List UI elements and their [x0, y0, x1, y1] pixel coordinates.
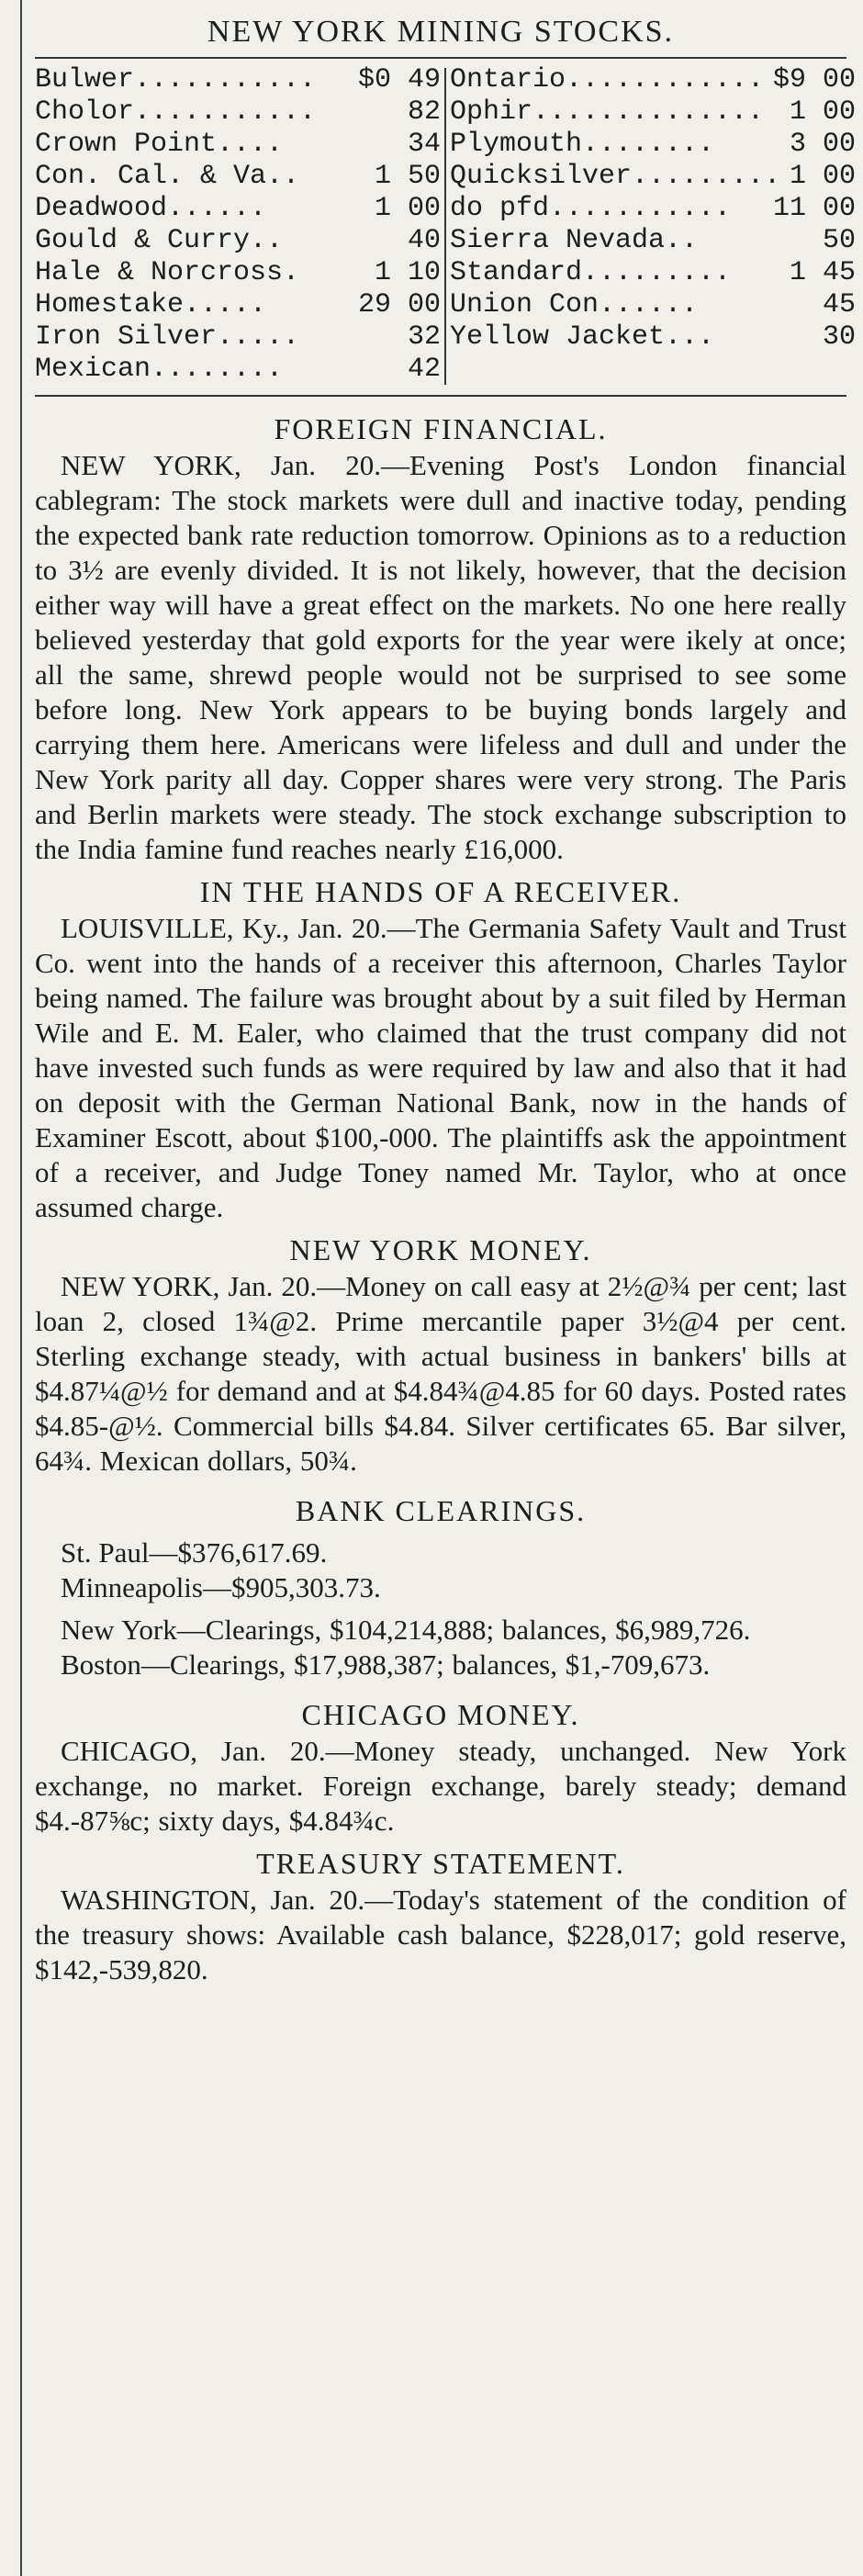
stock-row: [35, 129, 441, 161]
foreign-financial-headline: FOREIGN FINANCIAL.: [274, 412, 608, 445]
stock-row: [450, 257, 856, 289]
stock-row: [450, 64, 856, 96]
stock-name: Hale & Norcross.: [35, 257, 300, 288]
stock-name: Ontario: [450, 64, 566, 96]
stocks-left-column: [35, 64, 441, 386]
stock-name: Homestake: [35, 289, 185, 321]
ny-money-section: [35, 1231, 846, 1479]
stock-leader-dots: ...........: [134, 64, 317, 96]
stock-row: [450, 129, 856, 161]
stock-leader-dots: ..............: [532, 96, 765, 128]
stock-row: [450, 193, 856, 225]
section-rule: [35, 395, 846, 397]
stock-leader-dots: ......: [599, 289, 699, 321]
stock-row: [450, 289, 856, 321]
stock-name: Sierra Nevada: [450, 225, 666, 256]
stock-row: [450, 321, 856, 354]
stock-name: Iron Silver: [35, 321, 218, 353]
stock-row: [35, 354, 441, 386]
stock-leader-dots: ....: [217, 129, 284, 160]
stock-row: [35, 321, 441, 354]
stock-row: [450, 96, 856, 129]
stock-row: [35, 64, 441, 96]
stock-price: 42: [407, 354, 441, 385]
stock-price: 1 00: [374, 193, 441, 224]
mining-stocks-headline: NEW YORK MINING STOCKS.: [207, 15, 675, 49]
receiver-body: LOUISVILLE, Ky., Jan. 20.—The Germania Safety Vault and Trust Co. went into the hands of a receiver this afternoon, Charles Taylor being named. The failure was brought about by a suit filed by Herman Wile and E. M. Ealer, who claimed that the trust company did not have invested such funds as were required by law and also that it had on deposit with the German National Bank, now in the hands of Examiner Escott, about $100,-000. The plaintiffs ask the appointment of a receiver, and Judge Toney named Mr. Taylor, who at once assumed charge.: [35, 912, 846, 1223]
stock-name: Standard: [450, 257, 583, 288]
stock-name: Cholor: [35, 96, 135, 128]
stock-leader-dots: .......: [665, 161, 781, 192]
stock-name: Con. Cal. & Va..: [35, 161, 300, 192]
stock-leader-dots: .........: [582, 257, 732, 288]
stock-price: 32: [407, 321, 441, 353]
stock-price: $9 00: [772, 64, 856, 96]
chicago-money-headline: CHICAGO MONEY.: [301, 1698, 580, 1731]
stock-name: Deadwood: [35, 193, 168, 224]
stock-row: [35, 225, 441, 257]
stock-leader-dots: [299, 257, 375, 289]
stock-leader-dots: .....: [184, 289, 267, 321]
stock-row: [35, 161, 441, 193]
ny-money-body: NEW YORK, Jan. 20.—Money on call easy at 2½@¾ per cent; last loan 2, closed 1¾@2. Prime mercantile paper 3½@4 per cent. Sterling exchange steady, with actual business in bankers' bills at $4.87¼@½ for demand and at $4.84¾@4.85 for 60 days. Posted rates $4.85-@½. Commercial bills $4.84. Silver certificates 65. Bar silver, 64¾. Mexican dollars, 50¾.: [35, 1270, 846, 1477]
bank-clearings-headline: BANK CLEARINGS.: [295, 1494, 587, 1527]
stock-price: 29 00: [357, 289, 441, 321]
newspaper-column: [20, 0, 856, 2576]
treasury-body: WASHINGTON, Jan. 20.—Today's statement of the condition of the treasury shows: Available cash balance, $228,017; gold reserve, $142,-539,820.: [35, 1884, 846, 1985]
stock-price: 50: [822, 225, 856, 256]
headline-rule: [35, 57, 846, 59]
stock-row: [450, 225, 856, 257]
stock-price: 1 00: [789, 96, 856, 128]
stocks-right-column: [450, 64, 856, 354]
treasury-section: [35, 1844, 846, 1987]
column-content: [35, 0, 856, 1987]
stock-row: [35, 96, 441, 129]
chicago-money-section: [35, 1695, 846, 1839]
stock-leader-dots: ..: [665, 225, 699, 256]
foreign-financial-section: [35, 410, 846, 867]
stocks-column-divider: [444, 68, 446, 385]
stock-leader-dots: [299, 161, 375, 193]
stock-leader-dots: [714, 321, 823, 354]
stock-leader-dots: ........: [151, 354, 284, 385]
bank-clearings-section: [35, 1491, 846, 1682]
stock-price: $0 49: [357, 64, 441, 96]
stock-price: 1 00: [789, 161, 856, 192]
stock-row: [35, 257, 441, 289]
stock-row: [450, 161, 856, 193]
stock-leader-dots: .....: [217, 321, 300, 353]
stock-price: 45: [822, 289, 856, 321]
stock-name: Union Con: [450, 289, 600, 321]
receiver-section: [35, 872, 846, 1225]
clearings-minneapolis: Minneapolis—$905,303.73.: [61, 1571, 381, 1603]
stock-leader-dots: ......: [167, 193, 267, 224]
stock-row: [35, 193, 441, 225]
stock-name: Plymouth: [450, 129, 583, 160]
receiver-headline: IN THE HANDS OF A RECEIVER.: [199, 875, 682, 908]
stock-price: 30: [822, 321, 856, 353]
stock-leader-dots: ...........: [549, 193, 732, 224]
stock-name: Ophir: [450, 96, 533, 128]
stock-price: 11 00: [772, 193, 856, 224]
chicago-money-body: CHICAGO, Jan. 20.—Money steady, unchanged. New York exchange, no market. Foreign exchange, barely steady; demand $4.-87⅝c; sixty days, $4.84¾c.: [35, 1735, 846, 1837]
stock-name: do pfd: [450, 193, 550, 224]
stock-leader-dots: ...........: [134, 96, 317, 128]
stock-name: Crown Point: [35, 129, 218, 160]
stock-price: 34: [407, 129, 441, 160]
treasury-headline: TREASURY STATEMENT.: [256, 1847, 625, 1880]
stock-leader-dots: ............: [566, 64, 765, 96]
stock-leader-dots: ..: [250, 225, 284, 256]
stock-name: Bulwer: [35, 64, 135, 96]
stock-row: [35, 289, 441, 321]
clearings-new-york: New York—Clearings, $104,214,888; balances, $6,989,726.: [61, 1614, 751, 1646]
stock-price: 82: [407, 96, 441, 128]
mining-stocks-table: [35, 64, 856, 395]
stock-price: 40: [407, 225, 441, 256]
stock-price: 1 10: [374, 257, 441, 288]
ny-money-headline: NEW YORK MONEY.: [289, 1233, 592, 1266]
stock-price: 1 50: [374, 161, 441, 192]
stock-name: Mexican: [35, 354, 151, 385]
stock-price: 3 00: [789, 129, 856, 160]
clearings-st-paul: St. Paul—$376,617.69.: [61, 1536, 328, 1569]
stock-leader-dots: ........: [582, 129, 715, 160]
foreign-financial-body: NEW YORK, Jan. 20.—Evening Post's London financial cablegram: The stock markets were dull and inactive today, pending the expected bank rate reduction tomorrow. Opinions as to a reduction to 3½ are evenly divided. It is not likely, however, that the decision either way will have a great effect on the markets. No one here really believed yesterday that gold exports for the year were ikely at once; all the same, shrewd people would not be surprised to see some before long. New York appears to be buying bonds largely and carrying them here. Americans were lifeless and dull and under the New York parity all day. Copper shares were very strong. The Paris and Berlin markets were steady. The stock exchange subscription to the India famine fund reaches nearly £16,000.: [35, 449, 846, 865]
stock-price: 1 45: [789, 257, 856, 288]
stock-name: Quicksilver..: [450, 161, 666, 192]
stock-name: Gould & Curry: [35, 225, 251, 256]
clearings-boston: Boston—Clearings, $17,988,387; balances, $1,-709,673.: [61, 1648, 711, 1681]
stock-name: Yellow Jacket...: [450, 321, 715, 353]
